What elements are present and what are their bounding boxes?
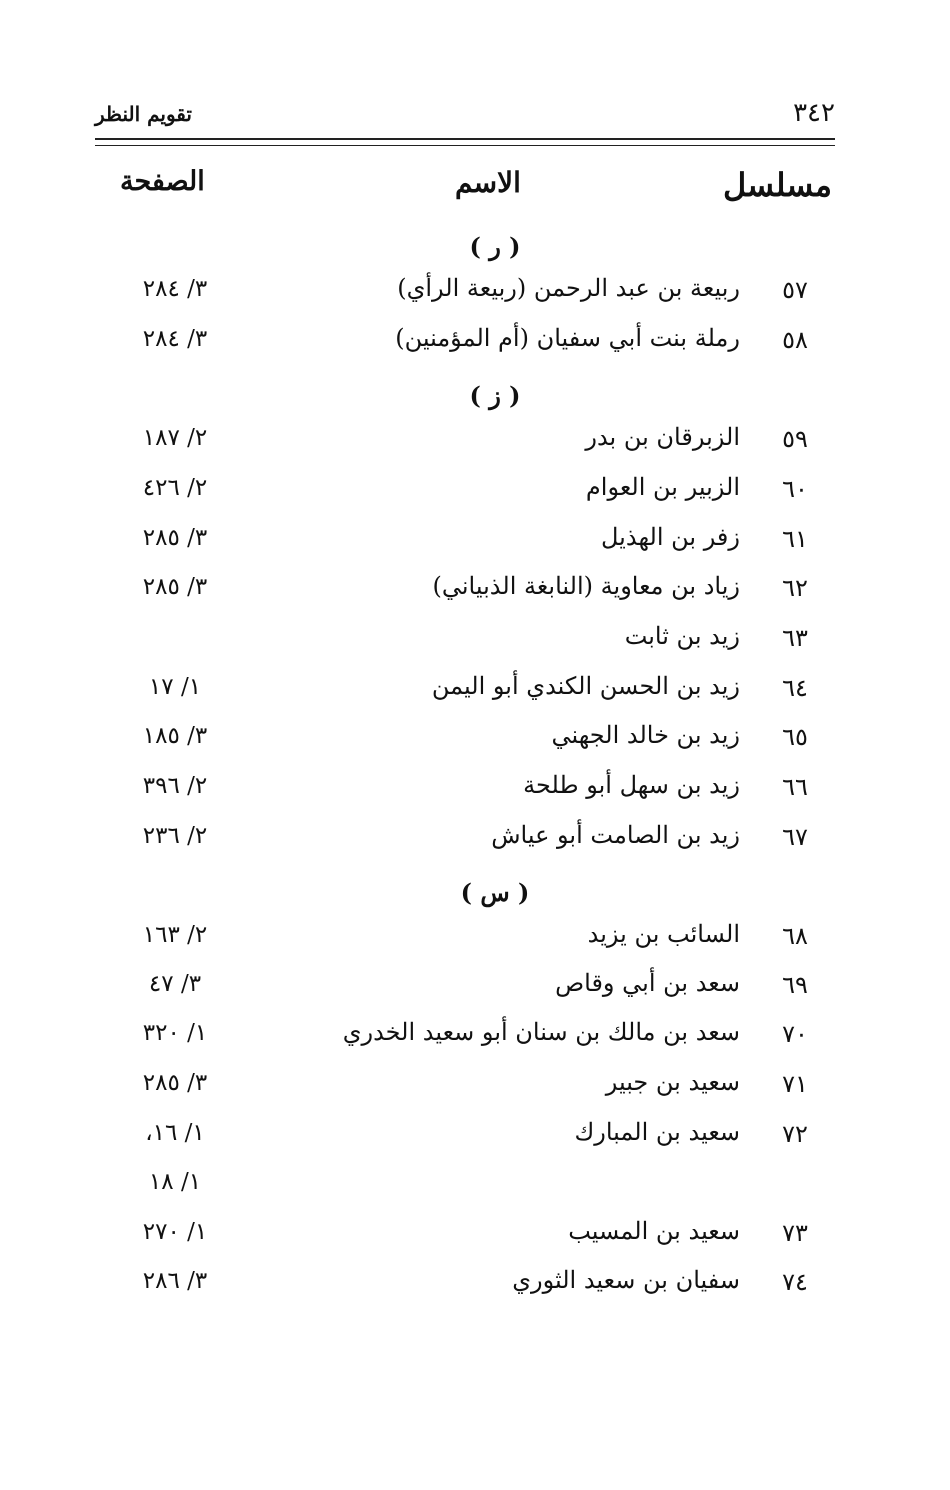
entry-serial: ٧١: [782, 1070, 808, 1098]
header-rule-thin: [95, 145, 835, 146]
entry-name: الزبرقان بن بدر: [585, 423, 740, 451]
table-row: [0, 1116, 950, 1160]
entry-name: ربيعة بن عبد الرحمن (ربيعة الرأي): [397, 274, 740, 302]
table-row: [0, 769, 950, 813]
entry-name: سعد بن أبي وقاص: [555, 969, 740, 997]
entry-name: سعيد بن جبير: [605, 1068, 740, 1096]
entry-name: سعيد بن المسيب: [568, 1217, 740, 1245]
entry-name: سعيد بن المبارك: [574, 1118, 740, 1146]
entry-page-ref: ١/ ١٧: [148, 674, 202, 700]
entry-name: سعد بن مالك بن سنان أبو سعيد الخدري: [342, 1018, 740, 1046]
entry-page-ref: ٣/ ٢٨٥: [142, 1070, 208, 1096]
table-row: [0, 1066, 950, 1110]
section-heading-sin: ( س ): [460, 878, 530, 907]
book-title: تقويم النظر: [95, 102, 192, 126]
entry-page-ref: ٣/ ٢٨٤: [142, 326, 208, 352]
entry-serial: ٦٢: [782, 574, 808, 602]
table-row: [0, 1165, 950, 1209]
entry-serial: ٦٠: [782, 475, 808, 503]
entry-serial: ٦١: [782, 525, 808, 553]
entry-page-ref: ١/ ٢٧٠: [142, 1219, 208, 1245]
entry-page-ref: ٣/ ٢٨٥: [142, 525, 208, 551]
entry-serial: ٦٨: [782, 922, 808, 950]
table-row: [0, 471, 950, 515]
table-row: [0, 521, 950, 565]
section-heading-zay: ( ز ): [469, 381, 521, 410]
entry-serial: ٦٩: [782, 971, 808, 999]
table-row: [0, 670, 950, 714]
entry-serial: ٥٩: [782, 425, 808, 453]
entry-name: زيد بن الصامت أبو عياش: [491, 821, 740, 849]
column-header-serial: مسلسل: [722, 166, 832, 204]
entry-page-ref: ٢/ ١٦٣: [142, 922, 208, 948]
entry-name: زيد بن ثابت: [624, 622, 740, 650]
column-header-page: الصفحة: [120, 166, 205, 197]
entry-name: زيد بن خالد الجهني: [551, 721, 740, 749]
entry-name: سفيان بن سعيد الثوري: [512, 1266, 740, 1294]
entry-serial: ٦٣: [782, 624, 808, 652]
column-header-name: الاسم: [455, 166, 521, 199]
header-rule-thick: [95, 138, 835, 140]
entry-serial: ٥٨: [782, 326, 808, 354]
entry-serial: ٥٧: [782, 276, 808, 304]
table-row: [0, 421, 950, 465]
page-number: ٣٤٢: [793, 98, 835, 128]
entry-page-ref: ٣/ ٢٨٥: [142, 574, 208, 600]
entry-name: السائب بن يزيد: [587, 920, 740, 948]
table-row: [0, 620, 950, 664]
entry-serial: ٧٠: [782, 1020, 808, 1048]
table-row: [0, 570, 950, 614]
table-row: [0, 819, 950, 863]
entry-serial: ٧٢: [782, 1120, 808, 1148]
table-row: [0, 1215, 950, 1259]
entry-page-ref: ٣/ ١٨٥: [142, 723, 208, 749]
table-row: [0, 1016, 950, 1060]
table-row: [0, 272, 950, 316]
table-row: [0, 967, 950, 1011]
entry-page-ref: ٢/ ٤٢٦: [142, 475, 208, 501]
entry-page-ref: ٢/ ٢٣٦: [142, 823, 208, 849]
entry-serial: ٧٤: [782, 1268, 808, 1296]
entry-page-ref: ١/ ٣٢٠: [142, 1020, 208, 1046]
section-heading-ra: ( ر ): [469, 232, 521, 261]
table-row: [0, 719, 950, 763]
entry-serial: ٦٧: [782, 823, 808, 851]
entry-serial: ٧٣: [782, 1219, 808, 1247]
entry-serial: ٦٥: [782, 723, 808, 751]
entry-page-ref: ١/ ١٨: [148, 1169, 202, 1195]
entry-page-ref: ٣/ ٢٨٦: [142, 1268, 208, 1294]
entry-page-ref: ٣/ ٢٨٤: [142, 276, 208, 302]
table-row: [0, 322, 950, 366]
entry-serial: ٦٦: [782, 773, 808, 801]
entry-page-ref: ١/ ١٦،: [145, 1120, 205, 1146]
entry-name: زيد بن الحسن الكندي أبو اليمن: [431, 672, 740, 700]
entry-name: زياد بن معاوية (النابغة الذبياني): [432, 572, 740, 600]
entry-page-ref: ٣/ ٤٧: [148, 971, 202, 997]
running-header: [95, 98, 835, 132]
table-row: [0, 918, 950, 962]
entry-page-ref: ٢/ ١٨٧: [142, 425, 208, 451]
entry-name: زفر بن الهذيل: [600, 523, 740, 551]
entry-serial: ٦٤: [782, 674, 808, 702]
entry-page-ref: ٢/ ٣٩٦: [142, 773, 208, 799]
entry-name: الزبير بن العوام: [585, 473, 740, 501]
entry-name: زيد بن سهل أبو طلحة: [523, 771, 740, 799]
table-row: [0, 1264, 950, 1308]
entry-name: رملة بنت أبي سفيان (أم المؤمنين): [395, 324, 740, 352]
